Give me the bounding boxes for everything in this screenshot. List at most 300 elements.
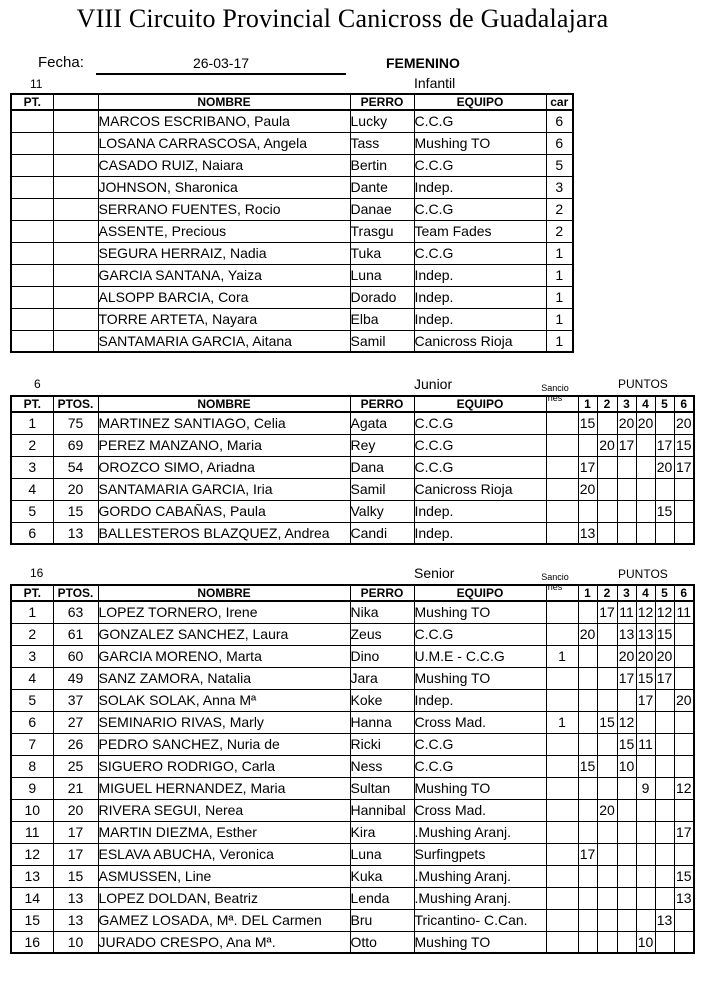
race-score-1 [578,777,597,799]
dog-name: Nika [350,601,414,623]
race-score-5 [655,931,674,953]
sanction-cell [546,909,578,931]
points-cell [53,330,98,352]
col-sanciones [546,585,578,601]
points-cell [53,286,98,308]
table-row [11,601,694,623]
race-score-5: 20 [655,456,674,478]
race-score-1 [578,865,597,887]
dog-name: Samil [350,478,414,500]
points-cell: 49 [53,667,98,689]
race-score-6 [674,667,694,689]
race-score-6 [674,799,694,821]
sanction-cell [546,799,578,821]
team-name: Indep. [414,522,546,544]
table-row [11,412,694,434]
dog-name: Valky [350,500,414,522]
points-cell [53,154,98,176]
team-name: C.C.G [414,434,546,456]
team-name: Mushing TO [414,777,546,799]
race-score-3 [617,843,636,865]
runner-name: ESLAVA ABUCHA, Veronica [98,843,350,865]
race-score-4: 11 [636,733,655,755]
race-score-5 [655,799,674,821]
col-ptos: PTOS. [53,396,98,412]
col-race-5: 5 [655,396,674,412]
position-cell: 5 [11,500,53,522]
table-row [11,755,694,777]
table-row [11,733,694,755]
col-pt: PT. [11,585,53,601]
team-name: Surfingpets [414,843,546,865]
race-score-2 [597,777,617,799]
table-row [11,220,573,242]
race-score-5 [655,821,674,843]
sanction-cell [546,623,578,645]
table-row [11,711,694,733]
race-score-4: 17 [636,689,655,711]
points-cell: 21 [53,777,98,799]
dog-name: Samil [350,330,414,352]
col-race-2: 2 [597,585,617,601]
position-cell: 4 [11,667,53,689]
col-race-6: 6 [674,585,694,601]
runner-name: TORRE ARTETA, Nayara [98,308,350,330]
race-score-6: 12 [674,777,694,799]
runner-name: RIVERA SEGUI, Nerea [98,799,350,821]
sanction-cell [546,478,578,500]
race-score-4: 15 [636,667,655,689]
team-name: C.C.G [414,110,546,132]
position-cell: 6 [11,522,53,544]
date-value: 26-03-17 [192,55,250,71]
col-perro: PERRO [350,396,414,412]
runner-name: ASSENTE, Precious [98,220,350,242]
points-cell: 13 [53,522,98,544]
race-score-4 [636,456,655,478]
dog-name: Bertin [350,154,414,176]
runner-name: SANTAMARIA GARCIA, Iria [98,478,350,500]
race-score-2 [597,755,617,777]
runner-name: MIGUEL HERNANDEZ, Maria [98,777,350,799]
race-score-4 [636,909,655,931]
runner-name: GARCIA MORENO, Marta [98,645,350,667]
sanction-cell [546,821,578,843]
position-cell [11,330,53,352]
col-race-1: 1 [578,396,597,412]
race-count: 5 [546,154,573,176]
points-cell: 17 [53,821,98,843]
race-score-5 [655,711,674,733]
race-score-6 [674,478,694,500]
col-race-2: 2 [597,396,617,412]
sanction-cell [546,755,578,777]
dog-name: Kira [350,821,414,843]
table-row [11,330,573,352]
race-score-6 [674,733,694,755]
col-ptos-empty [53,94,98,110]
sanction-cell [546,412,578,434]
points-cell: 60 [53,645,98,667]
race-score-5 [655,478,674,500]
col-perro: PERRO [350,585,414,601]
points-cell [53,242,98,264]
race-score-4 [636,434,655,456]
race-score-3: 20 [617,645,636,667]
race-score-5 [655,755,674,777]
dog-name: Trasgu [350,220,414,242]
position-cell [11,242,53,264]
date-label: Fecha: [38,54,84,71]
race-count: 1 [546,330,573,352]
junior-table [10,395,695,545]
position-cell: 2 [11,623,53,645]
runner-name: JOHNSON, Sharonica [98,176,350,198]
race-score-6: 11 [674,601,694,623]
team-name: C.C.G [414,412,546,434]
sanction-cell: 1 [546,645,578,667]
table-row [11,799,694,821]
runner-name: SEMINARIO RIVAS, Marly [98,711,350,733]
runner-name: MARTINEZ SANTIAGO, Celia [98,412,350,434]
sanction-cell [546,667,578,689]
race-score-5: 17 [655,434,674,456]
race-count: 6 [546,110,573,132]
runner-name: MARTIN DIEZMA, Esther [98,821,350,843]
race-score-3 [617,909,636,931]
points-cell [53,176,98,198]
race-score-3 [617,799,636,821]
race-score-3: 13 [617,623,636,645]
table-row [11,522,694,544]
points-cell [53,110,98,132]
race-score-1: 20 [578,623,597,645]
points-cell: 10 [53,931,98,953]
date-underline [96,73,346,75]
runner-name: OROZCO SIMO, Ariadna [98,456,350,478]
race-score-5: 15 [655,500,674,522]
dog-name: Sultan [350,777,414,799]
team-name: U.M.E - C.C.G [414,645,546,667]
dog-name: Ness [350,755,414,777]
race-score-1 [578,434,597,456]
position-cell: 16 [11,931,53,953]
dog-name: Luna [350,843,414,865]
race-score-4: 13 [636,623,655,645]
sanction-cell [546,500,578,522]
table-header-row [11,396,694,412]
infantil-count: 11 [30,77,43,91]
race-score-2 [597,887,617,909]
position-cell: 7 [11,733,53,755]
race-score-2: 17 [597,601,617,623]
race-score-2: 15 [597,711,617,733]
senior-puntos-label: PUNTOS [618,567,668,581]
team-name: Indep. [414,500,546,522]
dog-name: Dante [350,176,414,198]
race-score-2 [597,931,617,953]
dog-name: Bru [350,909,414,931]
table-row [11,456,694,478]
race-count: 3 [546,176,573,198]
race-score-3 [617,821,636,843]
race-score-4: 20 [636,412,655,434]
position-cell: 3 [11,456,53,478]
points-cell: 69 [53,434,98,456]
points-cell: 15 [53,500,98,522]
race-score-1 [578,821,597,843]
race-score-3 [617,478,636,500]
col-nombre: NOMBRE [98,585,350,601]
race-score-4 [636,522,655,544]
race-score-3: 20 [617,412,636,434]
position-cell [11,154,53,176]
dog-name: Candi [350,522,414,544]
table-row [11,286,573,308]
sanction-cell [546,434,578,456]
race-score-6 [674,500,694,522]
table-row [11,242,573,264]
race-score-5 [655,843,674,865]
runner-name: GAMEZ LOSADA, Mª. DEL Carmen [98,909,350,931]
table-row [11,198,573,220]
dog-name: Elba [350,308,414,330]
team-name: Team Fades [414,220,546,242]
race-score-2 [597,667,617,689]
race-count: 1 [546,264,573,286]
dog-name: Dino [350,645,414,667]
runner-name: LOSANA CARRASCOSA, Angela [98,132,350,154]
runner-name: CASADO RUIZ, Naiara [98,154,350,176]
race-score-6: 17 [674,456,694,478]
race-score-6 [674,931,694,953]
dog-name: Tass [350,132,414,154]
sanction-cell [546,843,578,865]
race-score-3 [617,500,636,522]
position-cell [11,220,53,242]
points-cell [53,220,98,242]
sanction-cell [546,865,578,887]
team-name: Indep. [414,308,546,330]
runner-name: GONZALEZ SANCHEZ, Laura [98,623,350,645]
race-score-6 [674,522,694,544]
race-score-1 [578,667,597,689]
team-name: .Mushing Aranj. [414,821,546,843]
race-score-3 [617,689,636,711]
race-score-1: 17 [578,843,597,865]
col-nombre: NOMBRE [98,94,350,110]
points-cell: 13 [53,909,98,931]
runner-name: SANZ ZAMORA, Natalia [98,667,350,689]
position-cell: 1 [11,412,53,434]
junior-category: Junior [414,376,453,392]
position-cell: 12 [11,843,53,865]
points-cell: 26 [53,733,98,755]
position-cell [11,176,53,198]
race-score-6: 20 [674,412,694,434]
runner-name: SERRANO FUENTES, Rocio [98,198,350,220]
gender-heading: FEMENINO [386,55,460,71]
col-pt: PT. [11,396,53,412]
race-score-2 [597,843,617,865]
team-name: Indep. [414,689,546,711]
table-header-row [11,585,694,601]
position-cell: 13 [11,865,53,887]
race-score-5 [655,733,674,755]
team-name: Mushing TO [414,132,546,154]
race-score-1 [578,733,597,755]
points-cell [53,198,98,220]
race-count: 1 [546,308,573,330]
runner-name: SANTAMARIA GARCIA, Aitana [98,330,350,352]
col-race-4: 4 [636,585,655,601]
junior-sanciones-label: Sancio nes [541,383,569,403]
race-score-5: 15 [655,623,674,645]
position-cell [11,198,53,220]
race-score-6: 17 [674,821,694,843]
runner-name: ALSOPP BARCIA, Cora [98,286,350,308]
race-score-3: 15 [617,733,636,755]
position-cell: 11 [11,821,53,843]
race-score-2 [597,456,617,478]
race-score-1 [578,909,597,931]
table-row [11,821,694,843]
race-score-5: 12 [655,601,674,623]
runner-name: PEDRO SANCHEZ, Nuria de [98,733,350,755]
race-score-1: 20 [578,478,597,500]
race-score-5 [655,412,674,434]
position-cell: 10 [11,799,53,821]
race-score-4: 9 [636,777,655,799]
table-row [11,500,694,522]
race-score-6 [674,711,694,733]
race-score-2 [597,821,617,843]
points-cell: 20 [53,799,98,821]
runner-name: JURADO CRESPO, Ana Mª. [98,931,350,953]
race-score-6: 20 [674,689,694,711]
col-race-5: 5 [655,585,674,601]
position-cell: 9 [11,777,53,799]
race-score-2 [597,865,617,887]
race-score-5: 17 [655,667,674,689]
sanction-cell: 1 [546,711,578,733]
race-score-4 [636,755,655,777]
race-score-3 [617,865,636,887]
position-cell: 8 [11,755,53,777]
dog-name: Dorado [350,286,414,308]
team-name: Mushing TO [414,601,546,623]
race-score-4 [636,887,655,909]
table-row [11,865,694,887]
race-count: 1 [546,286,573,308]
table-row [11,154,573,176]
table-row [11,623,694,645]
race-score-1: 15 [578,755,597,777]
race-score-4 [636,500,655,522]
race-score-5 [655,865,674,887]
race-score-3: 10 [617,755,636,777]
position-cell [11,110,53,132]
sanction-cell [546,689,578,711]
points-cell: 17 [53,843,98,865]
dog-name: Koke [350,689,414,711]
race-score-4 [636,478,655,500]
runner-name: GARCIA SANTANA, Yaiza [98,264,350,286]
sanction-cell [546,931,578,953]
points-cell: 61 [53,623,98,645]
senior-count: 16 [30,566,44,580]
race-score-3 [617,777,636,799]
col-ptos: PTOS. [53,585,98,601]
race-score-6 [674,645,694,667]
race-score-1 [578,601,597,623]
position-cell [11,264,53,286]
runner-name: ASMUSSEN, Line [98,865,350,887]
race-score-5 [655,777,674,799]
team-name: .Mushing Aranj. [414,865,546,887]
race-score-1: 17 [578,456,597,478]
race-score-6: 15 [674,434,694,456]
race-score-6: 15 [674,865,694,887]
table-row [11,909,694,931]
race-score-3: 12 [617,711,636,733]
col-pt: PT. [11,94,53,110]
team-name: C.C.G [414,154,546,176]
table-row [11,478,694,500]
table-header-row [11,94,573,110]
sanction-cell [546,601,578,623]
race-score-4: 12 [636,601,655,623]
points-cell: 25 [53,755,98,777]
dog-name: Danae [350,198,414,220]
race-score-5: 13 [655,909,674,931]
runner-name: LOPEZ TORNERO, Irene [98,601,350,623]
race-score-2 [597,522,617,544]
race-score-2: 20 [597,434,617,456]
senior-sanciones-label: Sancio nes [541,572,569,592]
runner-name: SOLAK SOLAK, Anna Mª [98,689,350,711]
race-score-1 [578,500,597,522]
team-name: Canicross Rioja [414,478,546,500]
race-score-4 [636,843,655,865]
race-score-6 [674,623,694,645]
dog-name: Tuka [350,242,414,264]
race-score-4 [636,865,655,887]
sanction-cell [546,522,578,544]
race-score-1: 15 [578,412,597,434]
points-cell: 27 [53,711,98,733]
race-score-5: 20 [655,645,674,667]
race-score-2 [597,645,617,667]
race-score-2 [597,733,617,755]
race-score-2: 20 [597,799,617,821]
runner-name: SEGURA HERRAIZ, Nadia [98,242,350,264]
col-equipo: EQUIPO [414,396,546,412]
points-cell: 13 [53,887,98,909]
points-cell: 54 [53,456,98,478]
infantil-category: Infantil [414,75,456,91]
race-score-6 [674,843,694,865]
col-nombre: NOMBRE [98,396,350,412]
team-name: Tricantino- C.Can. [414,909,546,931]
junior-count: 6 [34,377,41,391]
position-cell: 14 [11,887,53,909]
dog-name: Kuka [350,865,414,887]
dog-name: Rey [350,434,414,456]
position-cell: 2 [11,434,53,456]
runner-name: GORDO CABAÑAS, Paula [98,500,350,522]
race-score-3: 17 [617,434,636,456]
